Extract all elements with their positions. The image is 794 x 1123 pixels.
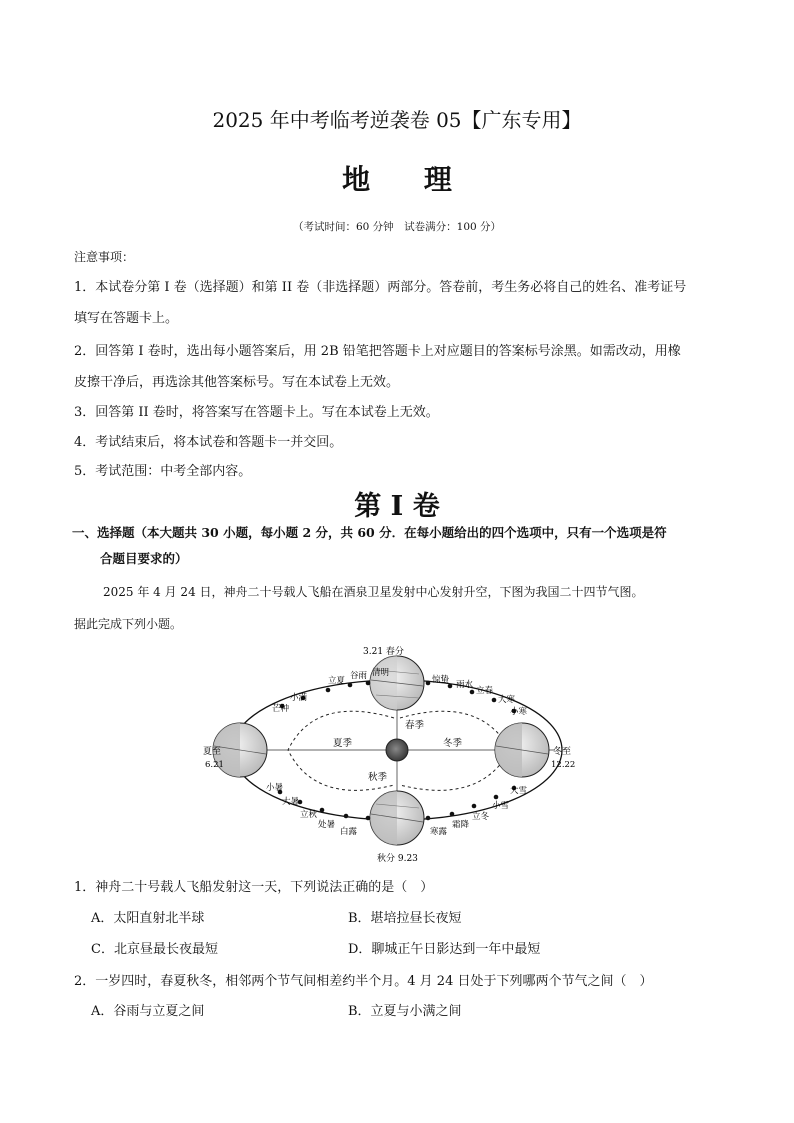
term-label: 霜降 [452,820,470,830]
section-instruction-cont: 合题目要求的） [100,551,188,566]
notice-item: 填写在答题卡上。 [74,311,179,326]
term-label: 立春 [476,686,494,696]
notice-item: 皮擦干净后，再选涂其他答案标号。写在本试卷上无效。 [74,375,400,390]
notice-heading: 注意事项： [74,250,135,264]
exam-title: 2025 年中考临考逆袭卷 05【广东专用】 [212,108,582,132]
term-label: 立秋 [300,810,318,820]
term-label: 大寒 [498,695,516,705]
question-option[interactable]: B．立夏与小满之间 [348,1004,462,1019]
term-label: 清明 [372,668,390,678]
globe-spring [370,656,424,710]
winter-solstice-date: 12.22 [551,760,576,770]
notice-item: 1．本试卷分第 I 卷（选择题）和第 II 卷（非选择题）两部分。答卷前，考生务必将自己的姓名、准考证号 [74,280,687,295]
term-label: 雨水 [456,680,474,690]
term-label: 大暑 [282,797,300,807]
season-label-autumn: 秋季 [368,772,388,783]
term-label: 谷雨 [350,671,368,681]
season-label-summer: 夏季 [333,738,353,749]
autumn-equinox-label: 秋分 9.23 [377,854,418,864]
term-label: 小寒 [510,707,528,717]
term-label: 惊蛰 [432,675,450,685]
notice-item: 4．考试结束后，将本试卷和答题卡一并交回。 [74,435,343,450]
summer-solstice-date: 6.21 [205,760,224,770]
season-label-winter: 冬季 [443,738,463,749]
section-title: 第 I 卷 [354,491,440,522]
section-instruction: 一、选择题（本大题共 30 小题，每小题 2 分，共 60 分．在每小题给出的四个选项中，只有一个选项是符 [72,525,667,540]
passage-text-cont: 据此完成下列小题。 [74,617,183,631]
question-option[interactable]: B．堪培拉昼长夜短 [348,911,462,926]
spring-equinox-label: 3.21 春分 [363,647,404,657]
notice-item: 2．回答第 I 卷时，选出每小题答案后，用 2B 铅笔把答题卡上对应题目的答案标号涂黑。如需改动，用橡 [74,344,681,359]
globe-autumn [370,791,424,845]
term-label: 处暑 [318,820,336,830]
solar-terms-diagram [200,640,600,865]
notice-item: 5．考试范围：中考全部内容。 [74,464,252,479]
notice-item: 3．回答第 II 卷时，将答案写在答题卡上。写在本试卷上无效。 [74,405,439,420]
term-label: 小满 [290,693,308,703]
passage-text: 2025 年 4 月 24 日，神舟二十号载人飞船在酒泉卫星发射中心发射升空，下图为我国二十四节气图。 [103,585,644,599]
term-label: 大雪 [510,786,528,796]
globe-winter [495,723,549,777]
term-label: 芒种 [272,704,290,714]
question-option[interactable]: D．聊城正午日影达到一年中最短 [348,942,541,957]
term-label: 立夏 [328,676,346,686]
question-stem: 2．一岁四时，春夏秋冬，相邻两个节气间相差约半个月。4 月 24 日处于下列哪两个节气之间（ ） [74,974,653,989]
subject-title: 地 理 [342,163,474,196]
term-label: 小雪 [492,801,510,811]
exam-time-info: （考试时间：60 分钟 试卷满分：100 分） [292,221,502,233]
sun-icon [386,739,408,761]
term-label: 小暑 [266,783,284,793]
term-label: 寒露 [430,827,448,837]
term-label: 白露 [340,827,358,837]
winter-solstice-label: 冬至 [553,747,572,757]
summer-solstice-label: 夏至 [203,747,222,757]
question-stem: 1．神舟二十号载人飞船发射这一天，下列说法正确的是（ ） [74,880,434,895]
question-option[interactable]: C．北京昼最长夜最短 [91,942,218,957]
season-label-spring: 春季 [405,720,425,731]
question-option[interactable]: A．谷雨与立夏之间 [91,1004,205,1019]
question-option[interactable]: A．太阳直射北半球 [91,911,205,926]
term-label: 立冬 [472,812,490,822]
